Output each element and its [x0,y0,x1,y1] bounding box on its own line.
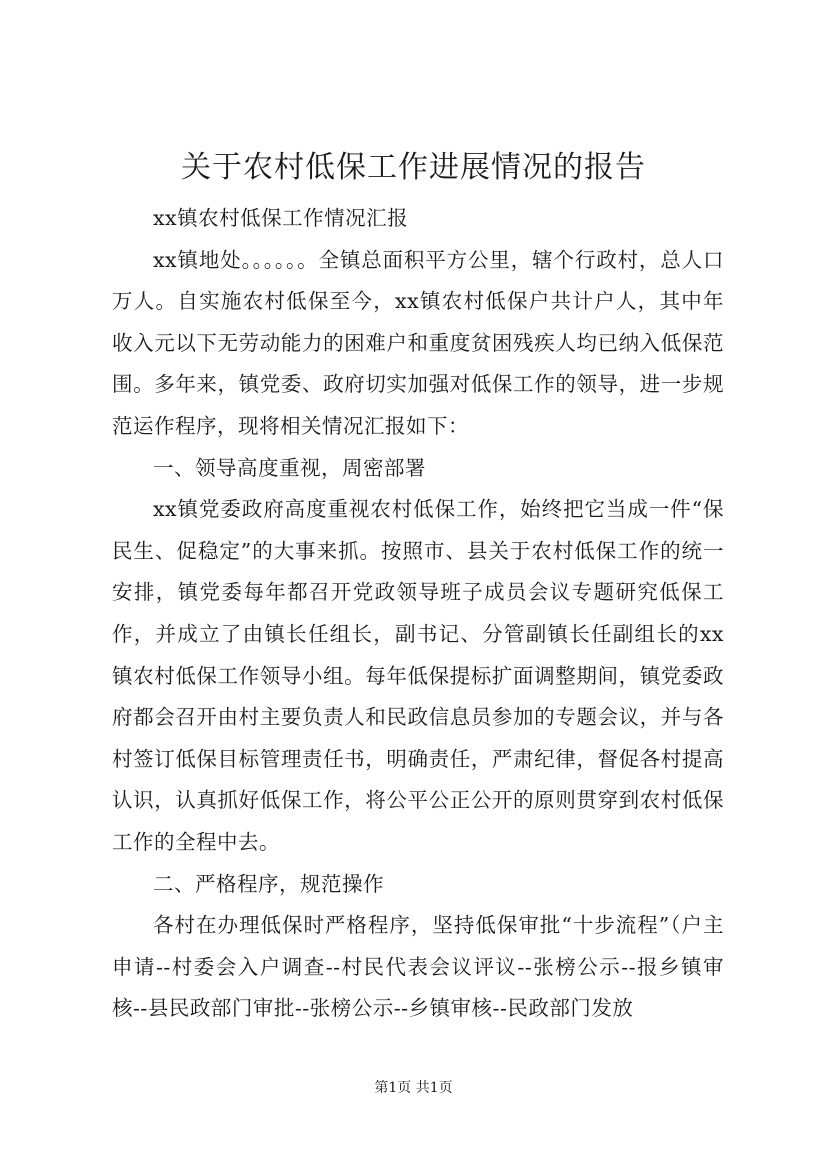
document-title: 关于农村低保工作进展情况的报告 [181,150,646,185]
paragraph-section-2: 各村在办理低保时严格程序，坚持低保审批“十步流程”（户主申请--村委会入户调查--村民代表会议评议--张榜公示--报乡镇审核--县民政部门审批--张榜公示--乡镇审核--民政部门发放 [112,913,724,1021]
document-body [112,198,724,1030]
page-footer: 第1页 共1页 [374,1080,453,1096]
paragraph-subtitle: xx镇农村低保工作情况汇报 [153,206,409,230]
section-heading-1: 一、领导高度重视，周密部署 [153,455,426,480]
paragraph-section-1: xx镇党委政府高度重视农村低保工作，始终把它当成一件“保民生、促稳定”的大事来抓。按照市、县关于农村低保工作的统一安排，镇党委每年都召开党政领导班子成员会议专题研究低保工作，并成立了由镇长任组长，副书记、分管副镇长任副组长的xx镇农村低保工作领导小组。每年低保提标扩面调整期间，镇党委政府都会召开由村主要负责人和民政信息员参加的专题会议，并与各村签订低保目标管理责任书，明确责任，严肃纪律，督促各村提高认识，认真抓好低保工作，将公平公正公开的原则贯穿到农村低保工作的全程中去。 [112,497,724,854]
section-heading-2: 二、严格程序，规范操作 [153,871,384,896]
paragraph-intro: xx镇地处。。。。。。全镇总面积平方公里，辖个行政村，总人口万人。自实施农村低保至今，xx镇农村低保户共计户人，其中年收入元以下无劳动能力的困难户和重度贫困残疾人均已纳入低保范围。多年来，镇党委、政府切实加强对低保工作的领导，进一步规范运作程序，现将相关情况汇报如下： [112,247,724,438]
